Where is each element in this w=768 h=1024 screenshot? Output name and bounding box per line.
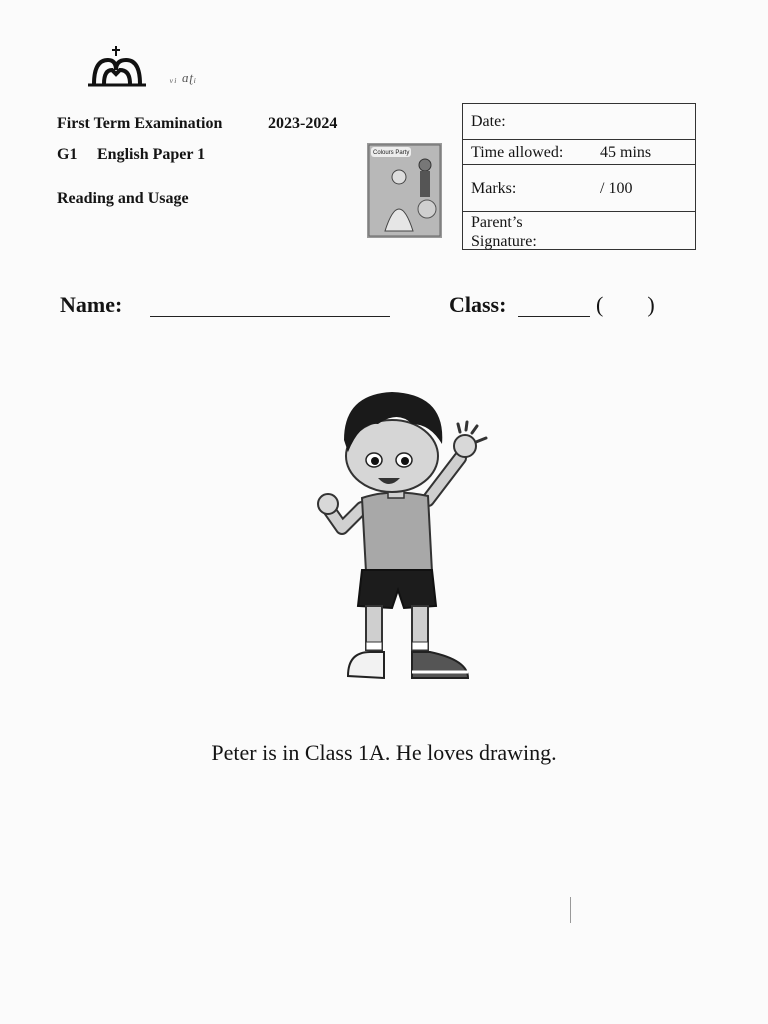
signature-label-line1: Parent’s	[471, 214, 523, 231]
paper-title: English Paper 1	[97, 146, 206, 163]
marks-value: / 100	[600, 180, 633, 197]
time-label: Time allowed:	[471, 144, 564, 161]
passage-sentence: Peter is in Class 1A. He loves drawing.	[211, 740, 557, 765]
name-field[interactable]	[150, 296, 390, 317]
logo-text: ᵥᵢ ɑʈᵢ	[170, 70, 198, 85]
exam-title: First Term Examination	[57, 115, 223, 132]
signature-label-line2: Signature:	[471, 233, 537, 250]
book-cover-title: Colours Party	[373, 150, 410, 156]
time-row	[463, 140, 695, 165]
class-field[interactable]	[518, 296, 590, 317]
book-cover-icon	[367, 143, 442, 238]
exam-info-box	[462, 103, 696, 250]
school-logo-icon	[86, 44, 150, 90]
section-title: Reading and Usage	[57, 190, 189, 207]
grade-label: G1	[57, 146, 78, 163]
signature-row	[463, 212, 695, 251]
time-value: 45 mins	[600, 144, 652, 161]
class-label: Class:	[449, 292, 507, 317]
marks-label: Marks:	[471, 180, 517, 197]
date-row	[463, 104, 695, 140]
exam-year: 2023-2024	[268, 115, 338, 132]
date-label: Date:	[471, 113, 506, 130]
class-number-field[interactable]: ( )	[596, 292, 655, 317]
pencil-mark	[570, 897, 571, 923]
name-label: Name:	[60, 292, 123, 317]
boy-waving-icon	[300, 380, 500, 690]
marks-row	[463, 165, 695, 212]
